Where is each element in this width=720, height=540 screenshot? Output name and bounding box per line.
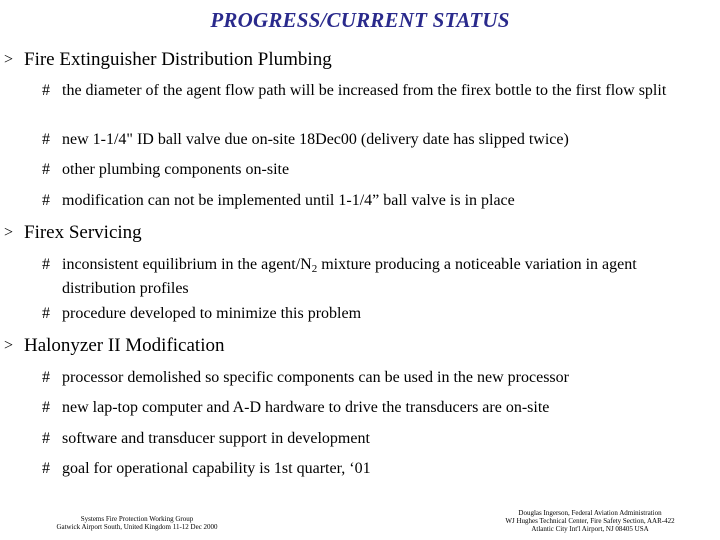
list-item-text: goal for operational capability is 1st quarter, ‘01 — [62, 460, 371, 477]
list-item-text: new 1-1/4" ID ball valve due on-site 18Dec00 (delivery date has slipped twice) — [62, 131, 569, 148]
list-item-text: procedure developed to minimize this problem — [62, 305, 362, 322]
list-item — [42, 130, 714, 149]
footer-right-line2: WJ Hughes Technical Center, Fire Safety Section, AAR-422 — [505, 517, 675, 525]
page-title: PROGRESS/CURRENT STATUS — [210, 8, 510, 32]
hash-bullet-icon: # — [42, 460, 50, 477]
list-item-text: other plumbing components on-site — [62, 161, 290, 178]
footer-right-line1: Douglas Ingerson, Federal Aviation Administration — [518, 509, 662, 517]
arrow-bullet-icon: > — [4, 224, 14, 241]
section-heading-firex — [4, 222, 142, 244]
section-heading-text: Halonyzer II Modification — [24, 335, 225, 356]
list-item — [42, 81, 714, 100]
section-heading-plumbing — [4, 49, 332, 71]
footer-left — [22, 515, 252, 531]
list-item-text: processor demolished so specific components can be used in the new processor — [62, 369, 569, 386]
list-item-text-part: mixture producing a noticeable variation in agent distribution profiles — [62, 256, 637, 297]
list-item — [42, 160, 714, 179]
list-item-text: modification can not be implemented until 1-1/4” ball valve is in place — [62, 192, 515, 209]
list-item-text: software and transducer support in development — [62, 430, 370, 447]
list-item-text: new lap-top computer and A-D hardware to drive the transducers are on-site — [62, 399, 550, 416]
hash-bullet-icon: # — [42, 430, 50, 447]
arrow-bullet-icon: > — [4, 51, 14, 68]
hash-bullet-icon: # — [42, 399, 50, 416]
footer-left-line1: Systems Fire Protection Working Group — [80, 515, 194, 523]
hash-bullet-icon: # — [42, 161, 50, 178]
list-item-text — [46, 255, 714, 298]
list-item — [42, 429, 714, 448]
hash-bullet-icon: # — [42, 256, 50, 273]
section-heading-text: Firex Servicing — [24, 222, 142, 243]
hash-bullet-icon: # — [42, 305, 50, 322]
list-item-text-part: inconsistent equilibrium in the agent/N — [62, 256, 312, 273]
section-heading-text: Fire Extinguisher Distribution Plumbing — [24, 49, 332, 70]
section-heading-halonyzer — [4, 335, 224, 357]
footer-right — [470, 509, 710, 533]
footer-right-line3: Atlantic City Int'l Airport, NJ 08405 USA — [531, 525, 649, 533]
hash-bullet-icon: # — [42, 192, 50, 209]
list-item — [42, 398, 714, 417]
list-item — [42, 255, 714, 298]
list-item — [42, 368, 714, 387]
list-item — [42, 191, 714, 210]
list-item-text: the diameter of the agent flow path will be increased from the firex bottle to the first flow split — [62, 82, 667, 99]
list-item — [42, 304, 714, 323]
list-item — [42, 459, 714, 478]
hash-bullet-icon: # — [42, 369, 50, 386]
footer-left-line2: Gatwick Airport South, United Kingdom 11-12 Dec 2000 — [56, 523, 218, 531]
arrow-bullet-icon: > — [4, 337, 14, 354]
subscript: 2 — [311, 263, 318, 275]
hash-bullet-icon: # — [42, 131, 50, 148]
hash-bullet-icon: # — [42, 82, 50, 99]
